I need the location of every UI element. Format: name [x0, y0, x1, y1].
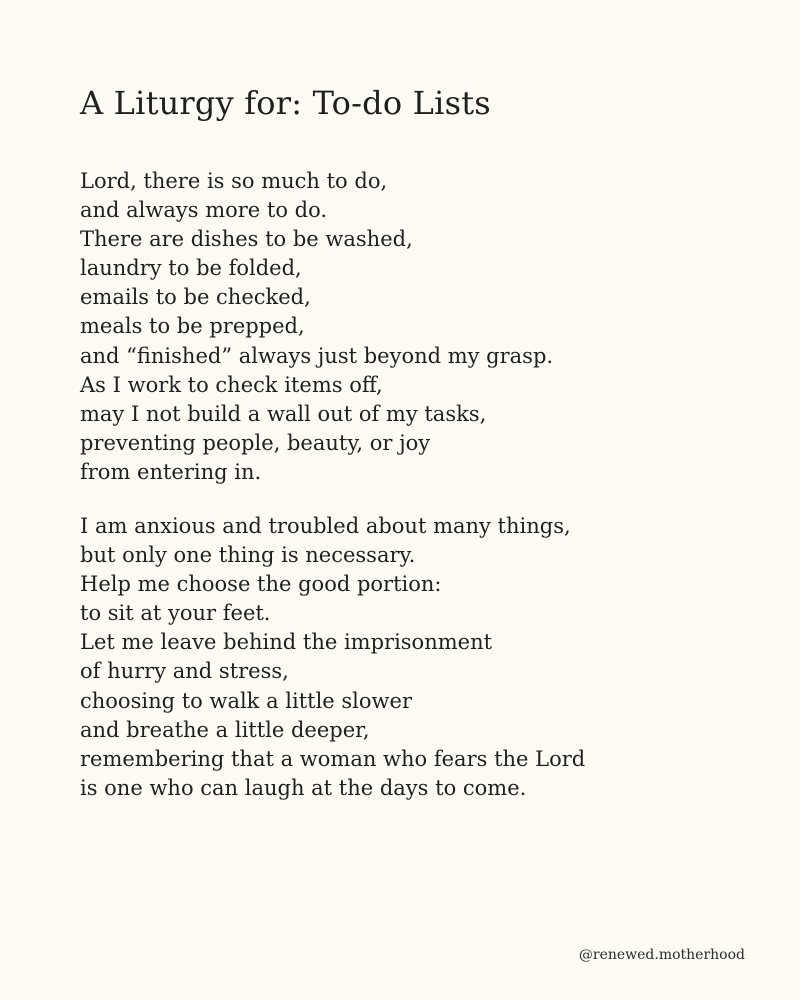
- poem-line: laundry to be folded,: [80, 256, 302, 281]
- stanza-2: [80, 512, 585, 803]
- poem-line: remembering that a woman who fears the Lord: [80, 746, 586, 771]
- social-handle: @renewed.motherhood: [578, 947, 745, 963]
- poem-line: Help me choose the good portion:: [80, 572, 442, 597]
- poem-line: and always more to do.: [80, 198, 328, 223]
- poem-line: preventing people, beauty, or joy: [80, 430, 431, 455]
- poem-line: There are dishes to be washed,: [80, 227, 413, 252]
- poem-line: emails to be checked,: [80, 285, 311, 310]
- poem-line: but only one thing is necessary.: [80, 543, 416, 568]
- poem-line: from entering in.: [80, 459, 262, 484]
- poem-line: I am anxious and troubled about many things,: [80, 514, 571, 538]
- poem-line: to sit at your feet.: [80, 601, 271, 626]
- poem-line: is one who can laugh at the days to come.: [80, 775, 527, 800]
- poem-line: and “finished” always just beyond my grasp.: [80, 343, 554, 368]
- poem-line: meals to be prepped,: [80, 314, 305, 339]
- poem-line: and breathe a little deeper,: [80, 717, 370, 742]
- poem-line: As I work to check items off,: [80, 372, 383, 397]
- stanza-1: [80, 167, 553, 487]
- poem-line: of hurry and stress,: [80, 659, 289, 684]
- poem-line: Let me leave behind the imprisonment: [80, 630, 493, 655]
- poem-line: Lord, there is so much to do,: [80, 169, 388, 193]
- poem-line: choosing to walk a little slower: [80, 688, 412, 713]
- poem-line: may I not build a wall out of my tasks,: [80, 401, 487, 426]
- poem-title: A Liturgy for: To-do Lists: [80, 84, 491, 122]
- poem-page: [80, 0, 760, 1000]
